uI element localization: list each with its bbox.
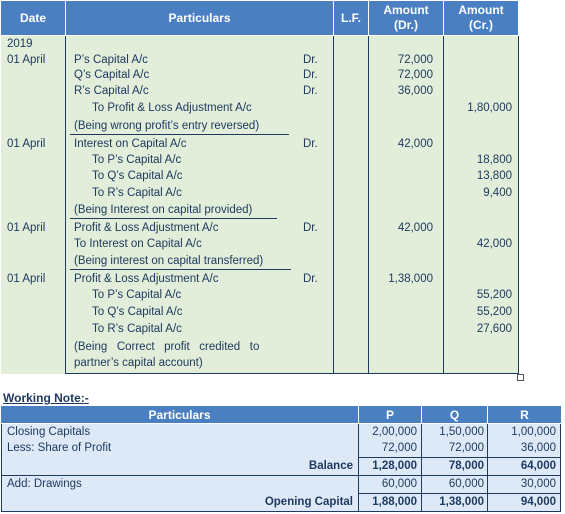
col-date — [1, 36, 65, 374]
wn-value-q: 78,000 — [448, 460, 484, 472]
header-lf — [334, 1, 368, 35]
entry-line: To P’s Capital A/c — [92, 154, 182, 166]
debit-amount: 36,000 — [397, 85, 433, 97]
header-amount-cr-line1: Amount — [458, 3, 504, 17]
wn-row-label: Opening Capital — [264, 496, 353, 508]
working-note-table — [1, 406, 561, 512]
header-amount-cr — [444, 1, 518, 35]
wn-header-p-label: P — [385, 407, 394, 422]
journal-table — [1, 1, 518, 374]
header-date — [1, 1, 65, 35]
credit-amount: 42,000 — [476, 238, 512, 250]
entry-line: R’s Capital A/c — [74, 85, 149, 97]
credit-amount: 1,80,000 — [467, 102, 512, 114]
rule — [560, 424, 561, 512]
wn-value-r: 94,000 — [520, 496, 556, 508]
dr-marker: Dr. — [303, 273, 318, 285]
wn-value-r: 36,000 — [520, 442, 556, 454]
entry-narration: (Being wrong profit’s entry reversed) — [74, 120, 260, 132]
header-date-label: Date — [19, 10, 46, 25]
entry-date: 01 April — [7, 138, 46, 150]
debit-amount: 72,000 — [397, 54, 433, 66]
credit-amount: 18,800 — [476, 154, 512, 166]
wn-value-q: 60,000 — [448, 478, 484, 490]
entry-separator — [70, 218, 277, 219]
entry-date: 01 April — [7, 54, 46, 66]
entry-narration: (Being interest on capital transferred) — [74, 255, 264, 267]
wn-value-p: 2,00,000 — [372, 426, 417, 438]
rule — [65, 373, 519, 374]
wn-row-label: Balance — [308, 460, 353, 472]
entry-line: Interest on Capital A/c — [74, 138, 187, 150]
header-amount-dr-line2: (Dr.) — [394, 18, 418, 32]
header-amount-dr-line1: Amount — [383, 3, 429, 17]
wn-value-p: 1,28,000 — [372, 460, 417, 472]
debit-amount: 42,000 — [397, 138, 433, 150]
rule — [1, 511, 561, 512]
header-lf-label: L.F. — [341, 10, 361, 25]
wn-value-r: 64,000 — [520, 460, 556, 472]
journal-year: 2019 — [7, 38, 33, 50]
entry-line: Profit & Loss Adjustment A/c — [74, 222, 219, 234]
entry-line: To Q’s Capital A/c — [92, 170, 183, 182]
wn-value-q: 1,38,000 — [439, 496, 484, 508]
wn-value-r: 30,000 — [520, 478, 556, 490]
header-particulars — [66, 1, 333, 35]
rule — [333, 36, 334, 374]
wn-header-r-label: R — [520, 407, 529, 422]
debit-amount: 1,38,000 — [388, 273, 433, 285]
entry-date: 01 April — [7, 222, 46, 234]
working-note-title: Working Note:- — [3, 391, 89, 405]
credit-amount: 27,600 — [476, 323, 512, 335]
wn-row-label: Add: Drawings — [7, 478, 82, 490]
wn-value-p: 60,000 — [381, 478, 417, 490]
dr-marker: Dr. — [303, 69, 318, 81]
subtotal-rule — [359, 457, 561, 458]
wn-header-particulars — [1, 406, 358, 423]
wn-value-q: 1,50,000 — [439, 426, 484, 438]
header-amount-cr-line2: (Cr.) — [469, 18, 493, 32]
dr-marker: Dr. — [303, 138, 318, 150]
rule — [518, 36, 519, 374]
subtotal-rule — [359, 493, 561, 494]
credit-amount: 9,400 — [483, 187, 512, 199]
rule — [65, 36, 66, 374]
debit-amount: 72,000 — [397, 69, 433, 81]
debit-amount: 42,000 — [397, 222, 433, 234]
dr-marker: Dr. — [303, 54, 318, 66]
credit-amount: 55,200 — [476, 289, 512, 301]
dr-marker: Dr. — [303, 222, 318, 234]
header-amount-dr — [369, 1, 443, 35]
row-rule — [1, 475, 561, 476]
entry-line: To Profit & Loss Adjustment A/c — [92, 102, 252, 114]
credit-amount: 13,800 — [476, 170, 512, 182]
header-particulars-label: Particulars — [168, 10, 231, 25]
entry-line: Q’s Capital A/c — [74, 69, 150, 81]
entry-line: To R’s Capital A/c — [92, 187, 182, 199]
wn-value-q: 72,000 — [448, 442, 484, 454]
wn-row-label: Less: Share of Profit — [7, 442, 112, 454]
entry-narration: (Being Interest on capital provided) — [74, 204, 253, 216]
wn-header-particulars-label: Particulars — [148, 407, 211, 422]
wn-header-r — [488, 406, 561, 423]
wn-header-q-label: Q — [449, 407, 460, 422]
dr-marker: Dr. — [303, 85, 318, 97]
entry-narration: (Being Correct profit credited to — [74, 341, 260, 353]
entry-date: 01 April — [7, 273, 46, 285]
entry-line: P’s Capital A/c — [74, 54, 148, 66]
wn-header-q — [422, 406, 487, 423]
wn-value-p: 1,88,000 — [372, 496, 417, 508]
col-lf — [334, 36, 368, 374]
wn-row-label: Closing Capitals — [7, 426, 91, 438]
wn-header-p — [359, 406, 421, 423]
entry-separator — [70, 134, 289, 135]
entry-line: To P’s Capital A/c — [92, 289, 182, 301]
credit-amount: 55,200 — [476, 306, 512, 318]
entry-line: To Q’s Capital A/c — [92, 306, 183, 318]
entry-line: To Interest on Capital A/c — [74, 238, 202, 250]
wn-value-r: 1,00,000 — [511, 426, 556, 438]
resize-handle[interactable] — [517, 374, 524, 381]
wn-value-p: 72,000 — [381, 442, 417, 454]
entry-line: To R’s Capital A/c — [92, 323, 182, 335]
entry-line: Profit & Loss Adjustment A/c — [74, 273, 219, 285]
entry-separator — [70, 269, 291, 270]
entry-narration: partner’s capital account) — [74, 357, 203, 369]
